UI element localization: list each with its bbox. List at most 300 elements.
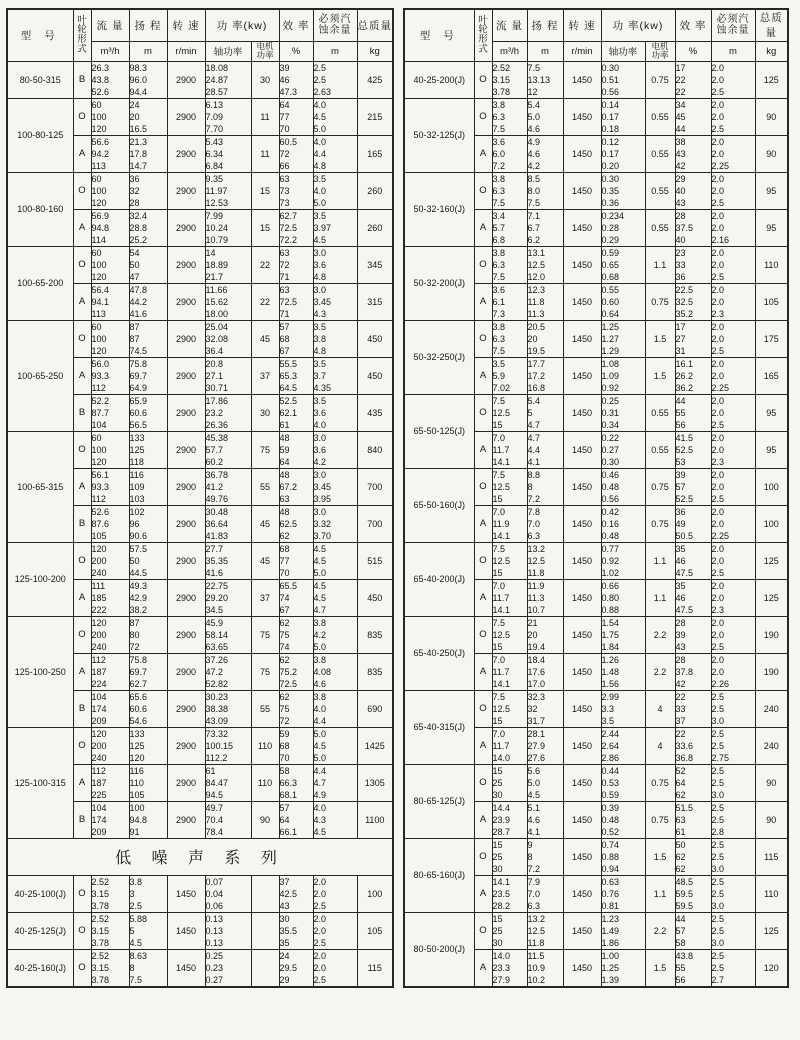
- value-line: 2.5: [313, 974, 327, 985]
- value-line: 15: [492, 839, 503, 850]
- col-header-head: 扬 程: [129, 9, 167, 41]
- impeller-form-cell: O: [474, 172, 492, 209]
- value-line: 28.2: [492, 900, 511, 911]
- value-line: 3.3: [601, 703, 615, 714]
- speed-cell: 1450: [563, 209, 601, 246]
- value-line: 15: [492, 715, 503, 726]
- value-line: 7.09: [205, 111, 224, 122]
- value-line: 3.5: [492, 358, 506, 369]
- head-cell: [129, 912, 167, 949]
- value-line: 240: [91, 641, 107, 652]
- value-line: 80: [129, 629, 140, 640]
- unit-efficiency: %: [675, 41, 711, 61]
- shaft_power-cell: [205, 283, 251, 320]
- value-line: 4.7: [527, 419, 541, 430]
- value-line: 6.84: [205, 160, 224, 171]
- motor-power-cell: [251, 912, 279, 949]
- model-cell: 125-100-250: [7, 616, 73, 727]
- value-line: 45.38: [205, 432, 229, 443]
- value-line: 43: [279, 900, 290, 911]
- value-line: 63: [279, 173, 290, 184]
- motor-power-cell: 0.55: [645, 98, 675, 135]
- value-line: 32: [527, 703, 538, 714]
- value-line: 1.25: [601, 962, 620, 973]
- value-line: 14.0: [492, 752, 511, 763]
- value-line: 5.4: [527, 99, 541, 110]
- motor-power-cell: 2.2: [645, 653, 675, 690]
- value-line: 3.6: [313, 444, 327, 455]
- value-line: 3.78: [492, 86, 511, 97]
- model-cell: 40-25-200(J): [404, 61, 474, 98]
- value-line: 14.1: [492, 530, 511, 541]
- value-line: 2.0: [711, 555, 725, 566]
- speed-cell: 1450: [563, 653, 601, 690]
- shaft_power-cell: [601, 431, 645, 468]
- col-header-power: 功 率(kw): [205, 9, 279, 41]
- speed-cell: 2900: [167, 98, 205, 135]
- head-cell: [527, 431, 563, 468]
- mass-cell: 95: [755, 172, 788, 209]
- value-line: 47.5: [675, 604, 694, 615]
- value-line: 28: [129, 197, 140, 208]
- value-line: 110: [129, 777, 144, 788]
- value-line: 87: [129, 333, 140, 344]
- motor-power-cell: 2.2: [645, 912, 675, 949]
- model-cell: 50-32-125(J): [404, 98, 474, 172]
- npsh-cell: [313, 801, 357, 838]
- npsh-cell: [711, 98, 755, 135]
- value-line: 2.5: [711, 567, 725, 578]
- npsh-cell: [313, 431, 357, 468]
- value-line: 12.5: [492, 555, 511, 566]
- value-line: 41.2: [205, 481, 224, 492]
- value-line: 2.0: [711, 629, 725, 640]
- value-line: 7.9: [527, 876, 541, 887]
- value-line: 2.44: [601, 728, 620, 739]
- efficiency-cell: [279, 690, 313, 727]
- model-cell: 80-65-125(J): [404, 764, 474, 838]
- value-line: 14: [205, 247, 216, 258]
- value-line: 49.3: [129, 580, 148, 591]
- impeller-form-cell: O: [73, 912, 91, 949]
- col-header-head: 扬 程: [527, 9, 563, 41]
- impeller-form-cell: O: [73, 431, 91, 468]
- left-table-region: [6, 8, 394, 988]
- impeller-form-cell: A: [73, 357, 91, 394]
- value-line: 36: [675, 271, 686, 282]
- value-line: 209: [91, 826, 107, 837]
- value-line: 0.48: [601, 530, 620, 541]
- mass-cell: 1305: [357, 764, 393, 801]
- value-line: 42.5: [279, 888, 298, 899]
- value-line: 2.0: [711, 592, 725, 603]
- value-line: 2.0: [711, 518, 725, 529]
- value-line: 118: [129, 456, 144, 467]
- motor-power-cell: 11: [251, 98, 279, 135]
- value-line: 113: [91, 160, 106, 171]
- mass-cell: 345: [357, 246, 393, 283]
- value-line: 67.2: [279, 481, 298, 492]
- value-line: 2.0: [711, 321, 725, 332]
- flow-cell: [91, 320, 129, 357]
- value-line: 0.27: [205, 974, 224, 985]
- value-line: 70: [279, 567, 290, 578]
- value-line: 105: [129, 789, 145, 800]
- value-line: 2.0: [711, 432, 725, 443]
- motor-power-cell: 4: [645, 727, 675, 764]
- value-line: 2.0: [711, 666, 725, 677]
- value-line: 62.7: [129, 678, 148, 689]
- value-line: 65.6: [129, 691, 148, 702]
- value-line: 120: [129, 752, 145, 763]
- value-line: 36.78: [205, 469, 229, 480]
- value-line: 2.86: [601, 752, 620, 763]
- value-line: 2.5: [711, 345, 725, 356]
- mass-cell: 100: [755, 468, 788, 505]
- pump-spec-table: [403, 8, 789, 988]
- value-line: 2.0: [711, 210, 725, 221]
- value-line: 63: [279, 247, 290, 258]
- value-line: 109: [129, 481, 145, 492]
- value-line: 5.0: [313, 123, 327, 134]
- value-line: 3.8: [492, 247, 506, 258]
- value-line: 120: [91, 345, 107, 356]
- value-line: 3.6: [492, 284, 506, 295]
- value-line: 105: [91, 530, 107, 541]
- speed-cell: 1450: [563, 838, 601, 875]
- value-line: 3.4: [492, 210, 506, 221]
- flow-cell: [91, 579, 129, 616]
- efficiency-cell: [675, 172, 711, 209]
- value-line: 46: [279, 74, 290, 85]
- impeller-form-cell: O: [474, 394, 492, 431]
- speed-cell: 2900: [167, 246, 205, 283]
- value-line: 4.5: [313, 543, 327, 554]
- model-cell: 65-50-125(J): [404, 394, 474, 468]
- value-line: 20: [129, 111, 140, 122]
- speed-cell: 2900: [167, 505, 205, 542]
- value-line: 3.95: [313, 493, 332, 504]
- model-cell: 65-40-200(J): [404, 542, 474, 616]
- value-line: 200: [91, 740, 107, 751]
- value-line: 7.8: [527, 506, 541, 517]
- value-line: 2.5: [711, 839, 725, 850]
- value-line: 73: [279, 197, 290, 208]
- value-line: 20.8: [205, 358, 224, 369]
- value-line: 6.3: [527, 900, 541, 911]
- value-line: 59: [279, 444, 290, 455]
- value-line: 0.77: [601, 543, 620, 554]
- speed-cell: 1450: [563, 61, 601, 98]
- value-line: 60: [91, 173, 102, 184]
- value-line: 66.1: [279, 826, 298, 837]
- value-line: 2.0: [711, 506, 725, 517]
- value-line: 2.0: [313, 876, 327, 887]
- mass-cell: 125: [755, 61, 788, 98]
- value-line: 14.0: [492, 950, 511, 961]
- value-line: 3.15: [91, 962, 110, 973]
- shaft_power-cell: [205, 98, 251, 135]
- motor-power-cell: 1.1: [645, 875, 675, 912]
- value-line: 72: [279, 148, 290, 159]
- efficiency-cell: [675, 135, 711, 172]
- value-line: 31: [675, 345, 686, 356]
- value-line: 38.38: [205, 703, 229, 714]
- value-line: 12.0: [527, 271, 546, 282]
- value-line: 28.1: [527, 728, 546, 739]
- impeller-form-cell: O: [73, 98, 91, 135]
- npsh-cell: [313, 468, 357, 505]
- value-line: 94.8: [91, 222, 110, 233]
- flow-cell: [492, 61, 527, 98]
- npsh-cell: [313, 209, 357, 246]
- col-header-power: 功 率(kw): [601, 9, 675, 41]
- flow-cell: [91, 616, 129, 653]
- unit-efficiency: %: [279, 41, 313, 61]
- value-line: 3.7: [313, 370, 327, 381]
- flow-cell: [492, 246, 527, 283]
- value-line: 96: [129, 518, 140, 529]
- impeller-form-cell: O: [474, 246, 492, 283]
- npsh-cell: [711, 653, 755, 690]
- shaft_power-cell: [205, 135, 251, 172]
- value-line: 2.52: [91, 876, 110, 887]
- value-line: 77: [279, 555, 290, 566]
- value-line: 61: [205, 765, 216, 776]
- value-line: 43: [675, 197, 686, 208]
- value-line: 102: [129, 506, 145, 517]
- value-line: 27.9: [492, 974, 511, 985]
- impeller-form-cell: A: [474, 875, 492, 912]
- value-line: 6.8: [492, 234, 506, 245]
- head-cell: [129, 801, 167, 838]
- flow-cell: [91, 690, 129, 727]
- speed-cell: 2900: [167, 172, 205, 209]
- value-line: 1.09: [601, 370, 620, 381]
- value-line: 94.8: [129, 814, 148, 825]
- npsh-cell: [313, 172, 357, 209]
- value-line: 8: [129, 962, 135, 973]
- impeller-header-char: 形: [77, 34, 87, 46]
- value-line: 60.6: [129, 407, 148, 418]
- head-cell: [129, 135, 167, 172]
- value-line: 15: [492, 493, 503, 504]
- npsh-cell: [711, 283, 755, 320]
- value-line: 25: [492, 925, 503, 936]
- value-line: 12.5: [492, 703, 511, 714]
- value-line: 68: [279, 543, 290, 554]
- value-line: 4.3: [313, 308, 327, 319]
- impeller-form-cell: O: [73, 320, 91, 357]
- efficiency-cell: [675, 61, 711, 98]
- efficiency-cell: [675, 875, 711, 912]
- value-line: 1.25: [601, 321, 620, 332]
- shaft_power-cell: [205, 431, 251, 468]
- spec-row: [404, 690, 788, 727]
- mass-cell: 115: [357, 949, 393, 987]
- col-header-shaft-power: 轴功率: [205, 41, 251, 61]
- shaft_power-cell: [601, 875, 645, 912]
- shaft_power-cell: [205, 246, 251, 283]
- value-line: 2.3: [711, 604, 725, 615]
- value-line: 4.6: [527, 814, 541, 825]
- head-cell: [129, 727, 167, 764]
- npsh-cell: [313, 61, 357, 98]
- value-line: 2.0: [711, 148, 725, 159]
- value-line: 22: [675, 86, 686, 97]
- efficiency-cell: [279, 505, 313, 542]
- col-header-model: 型 号: [404, 9, 474, 61]
- shaft_power-cell: [205, 616, 251, 653]
- value-line: 58: [675, 937, 686, 948]
- value-line: 2.5: [711, 925, 725, 936]
- value-line: 0.42: [601, 506, 620, 517]
- value-line: 209: [91, 715, 107, 726]
- value-line: 2.26: [711, 678, 730, 689]
- motor-power-cell: 0.75: [645, 764, 675, 801]
- value-line: 47.2: [205, 666, 224, 677]
- npsh-cell: [711, 135, 755, 172]
- efficiency-cell: [279, 320, 313, 357]
- value-line: 6.34: [205, 148, 224, 159]
- value-line: 44.5: [129, 567, 148, 578]
- shaft_power-cell: [601, 690, 645, 727]
- spec-row: [7, 98, 393, 135]
- motor-power-cell: [251, 949, 279, 987]
- value-line: 3.8: [492, 173, 506, 184]
- shaft_power-cell: [601, 616, 645, 653]
- mass-cell: 450: [357, 357, 393, 394]
- model-cell: 100-65-200: [7, 246, 73, 320]
- npsh-cell: [711, 875, 755, 912]
- flow-cell: [492, 394, 527, 431]
- value-line: 50.5: [675, 530, 694, 541]
- motor-power-cell: 1.1: [645, 579, 675, 616]
- flow-cell: [91, 542, 129, 579]
- shaft_power-cell: [205, 172, 251, 209]
- value-line: 28: [675, 617, 686, 628]
- value-line: 3.5: [601, 715, 615, 726]
- speed-cell: 1450: [563, 505, 601, 542]
- efficiency-cell: [675, 246, 711, 283]
- value-line: 45.9: [205, 617, 224, 628]
- value-line: 52.6: [91, 506, 110, 517]
- unit-npsh: m: [313, 41, 357, 61]
- value-line: 33: [675, 259, 686, 270]
- motor-power-label-line: 电机: [651, 41, 669, 51]
- impeller-form-cell: A: [474, 283, 492, 320]
- value-line: 5.9: [492, 370, 506, 381]
- value-line: 4.7: [313, 604, 327, 615]
- value-line: 2.0: [711, 62, 725, 73]
- value-line: 0.29: [601, 234, 620, 245]
- value-line: 0.20: [601, 160, 620, 171]
- value-line: 41.5: [675, 432, 694, 443]
- value-line: 1.23: [601, 913, 620, 924]
- value-line: 113: [91, 308, 106, 319]
- value-line: 35.5: [279, 925, 298, 936]
- flow-cell: [492, 431, 527, 468]
- spec-row: [404, 616, 788, 653]
- value-line: 52.2: [91, 395, 110, 406]
- value-line: 3.8: [313, 617, 327, 628]
- value-line: 6.13: [205, 99, 224, 110]
- value-line: 11.7: [492, 740, 510, 751]
- speed-cell: 1450: [167, 949, 205, 987]
- efficiency-cell: [279, 579, 313, 616]
- mass-cell: 125: [755, 579, 788, 616]
- value-line: 4.4: [313, 148, 327, 159]
- value-line: 44: [675, 123, 686, 134]
- value-line: 37.8: [675, 666, 694, 677]
- motor-power-label-line: 电机: [256, 41, 274, 51]
- value-line: 52.82: [205, 678, 229, 689]
- motor-power-cell: 45: [251, 320, 279, 357]
- head-cell: [129, 394, 167, 431]
- value-line: 5: [129, 925, 135, 936]
- efficiency-cell: [675, 468, 711, 505]
- speed-cell: 2900: [167, 320, 205, 357]
- table-body: [7, 61, 393, 987]
- efficiency-cell: [279, 653, 313, 690]
- value-line: 0.68: [601, 271, 620, 282]
- value-line: 61: [279, 419, 290, 430]
- shaft_power-cell: [601, 727, 645, 764]
- value-line: 18.4: [527, 654, 546, 665]
- value-line: 3.0: [313, 432, 327, 443]
- mass-cell: 190: [755, 616, 788, 653]
- value-line: 7.0: [527, 518, 541, 529]
- value-line: 2.5: [711, 802, 725, 813]
- right-table-region: [403, 8, 789, 988]
- value-line: 27.9: [527, 740, 546, 751]
- npsh-cell: [313, 542, 357, 579]
- speed-cell: 2900: [167, 135, 205, 172]
- flow-cell: [91, 98, 129, 135]
- flow-cell: [91, 209, 129, 246]
- value-line: 2.5: [711, 641, 725, 652]
- flow-cell: [91, 394, 129, 431]
- value-line: 27.6: [527, 752, 546, 763]
- value-line: 0.30: [601, 62, 620, 73]
- head-cell: [527, 283, 563, 320]
- value-line: 7.0: [492, 506, 506, 517]
- value-line: 36.8: [675, 752, 694, 763]
- mass-cell: 435: [357, 394, 393, 431]
- value-line: 29.20: [205, 592, 229, 603]
- unit-speed: r/min: [563, 41, 601, 61]
- model-cell: 100-65-250: [7, 320, 73, 431]
- value-line: 2.5: [711, 851, 725, 862]
- speed-cell: 1450: [563, 246, 601, 283]
- motor-power-cell: 37: [251, 357, 279, 394]
- value-line: 25.2: [129, 234, 148, 245]
- value-line: 56.4: [91, 284, 110, 295]
- shaft_power-cell: [601, 468, 645, 505]
- value-line: 2.16: [711, 234, 730, 245]
- value-line: 17.6: [527, 666, 546, 677]
- impeller-form-cell: O: [474, 690, 492, 727]
- value-line: 4.2: [313, 629, 327, 640]
- value-line: 98.3: [129, 62, 148, 73]
- model-cell: 50-32-200(J): [404, 246, 474, 320]
- value-line: 0.27: [601, 444, 620, 455]
- value-line: 11.7: [492, 666, 510, 677]
- efficiency-cell: [675, 542, 711, 579]
- npsh-cell: [711, 838, 755, 875]
- value-line: 4.6: [527, 123, 541, 134]
- value-line: 23.5: [492, 888, 511, 899]
